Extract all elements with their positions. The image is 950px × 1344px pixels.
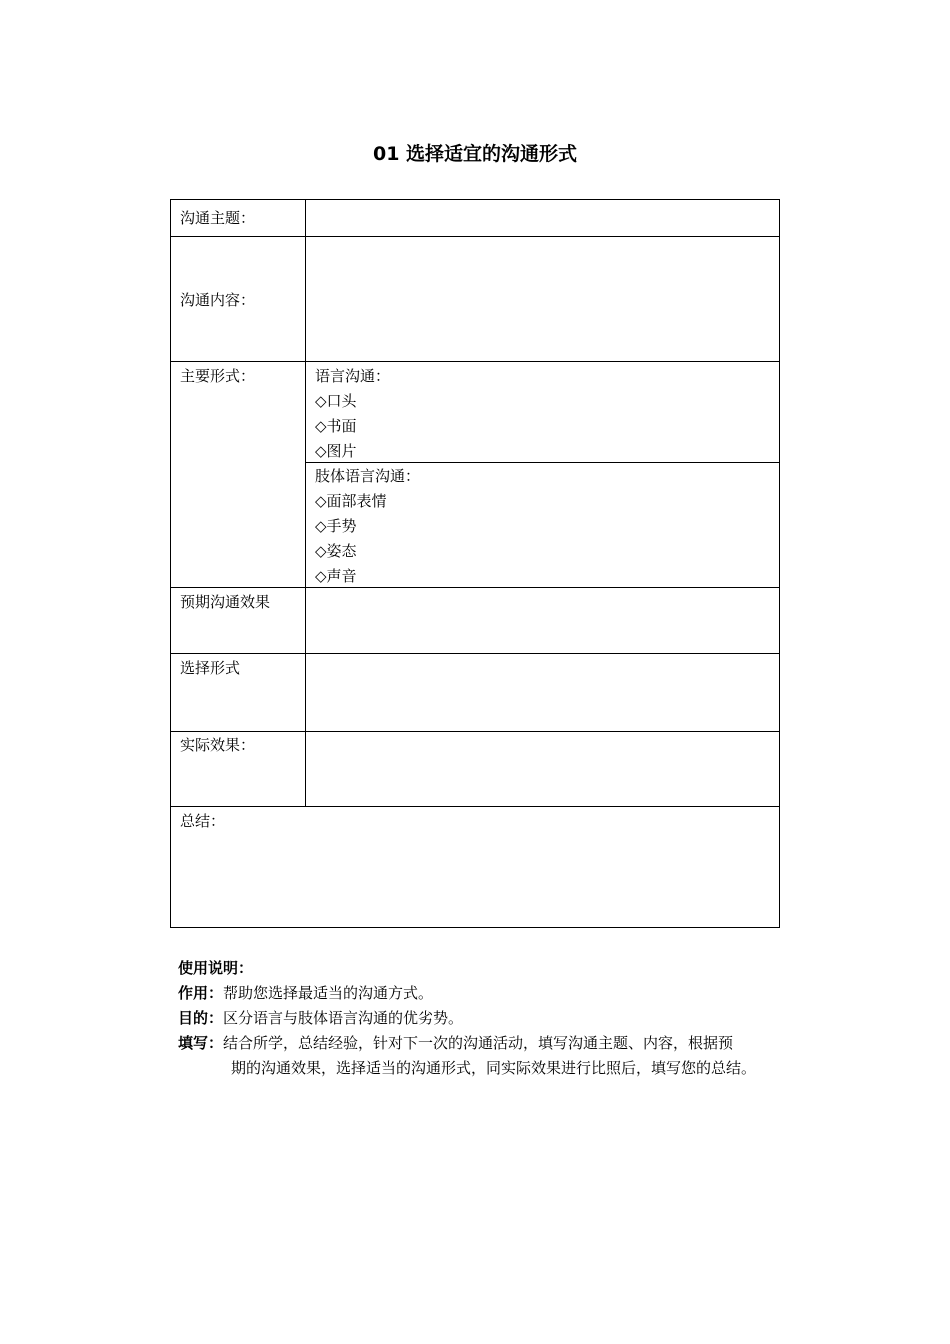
chosen-form-field[interactable] xyxy=(306,654,779,731)
row-divider xyxy=(171,361,779,362)
actual-effect-label: 实际效果： xyxy=(180,736,256,754)
fill-text-line-2: 期的沟通效果，选择适当的沟通形式，同实际效果进行比照后，填写您的总结。 xyxy=(231,1059,757,1077)
body-language-options xyxy=(315,464,420,589)
topic-label: 沟通主题： xyxy=(180,209,256,227)
option-oral[interactable]: ◇口头 xyxy=(315,392,357,410)
option-posture[interactable]: ◇姿态 xyxy=(315,542,357,560)
usage-text: 帮助您选择最适当的沟通方式。 xyxy=(223,984,434,1002)
topic-field[interactable] xyxy=(306,201,779,236)
option-gesture[interactable]: ◇手势 xyxy=(315,517,357,535)
option-picture[interactable]: ◇图片 xyxy=(315,442,357,460)
option-voice[interactable]: ◇声音 xyxy=(315,567,357,585)
fill-text-line-1: 结合所学，总结经验，针对下一次的沟通活动，填写沟通主题、内容，根据预 xyxy=(223,1034,734,1052)
form-label: 主要形式： xyxy=(180,367,256,385)
expected-effect-field[interactable] xyxy=(306,588,779,653)
fill-label: 填写： xyxy=(178,1034,224,1052)
summary-field[interactable] xyxy=(172,830,778,926)
communication-form xyxy=(170,199,780,928)
usage-instructions xyxy=(178,956,878,1081)
instructions-heading: 使用说明： xyxy=(178,959,254,977)
body-language-heading: 肢体语言沟通： xyxy=(315,467,421,485)
verbal-heading: 语言沟通： xyxy=(315,367,391,385)
purpose-text: 区分语言与肢体语言沟通的优劣势。 xyxy=(223,1009,464,1027)
chosen-form-label: 选择形式 xyxy=(180,659,241,677)
usage-label: 作用： xyxy=(178,984,224,1002)
content-label: 沟通内容： xyxy=(180,291,256,309)
summary-label: 总结： xyxy=(180,812,226,830)
page-title: 01 选择适宜的沟通形式 xyxy=(372,143,578,165)
option-written[interactable]: ◇书面 xyxy=(315,417,357,435)
row-divider xyxy=(171,806,779,807)
purpose-label: 目的： xyxy=(178,1009,224,1027)
expected-effect-label: 预期沟通效果 xyxy=(180,593,271,611)
actual-effect-field[interactable] xyxy=(306,732,779,806)
verbal-options xyxy=(315,364,390,464)
content-field[interactable] xyxy=(306,237,779,361)
option-facial-expression[interactable]: ◇面部表情 xyxy=(315,492,387,510)
